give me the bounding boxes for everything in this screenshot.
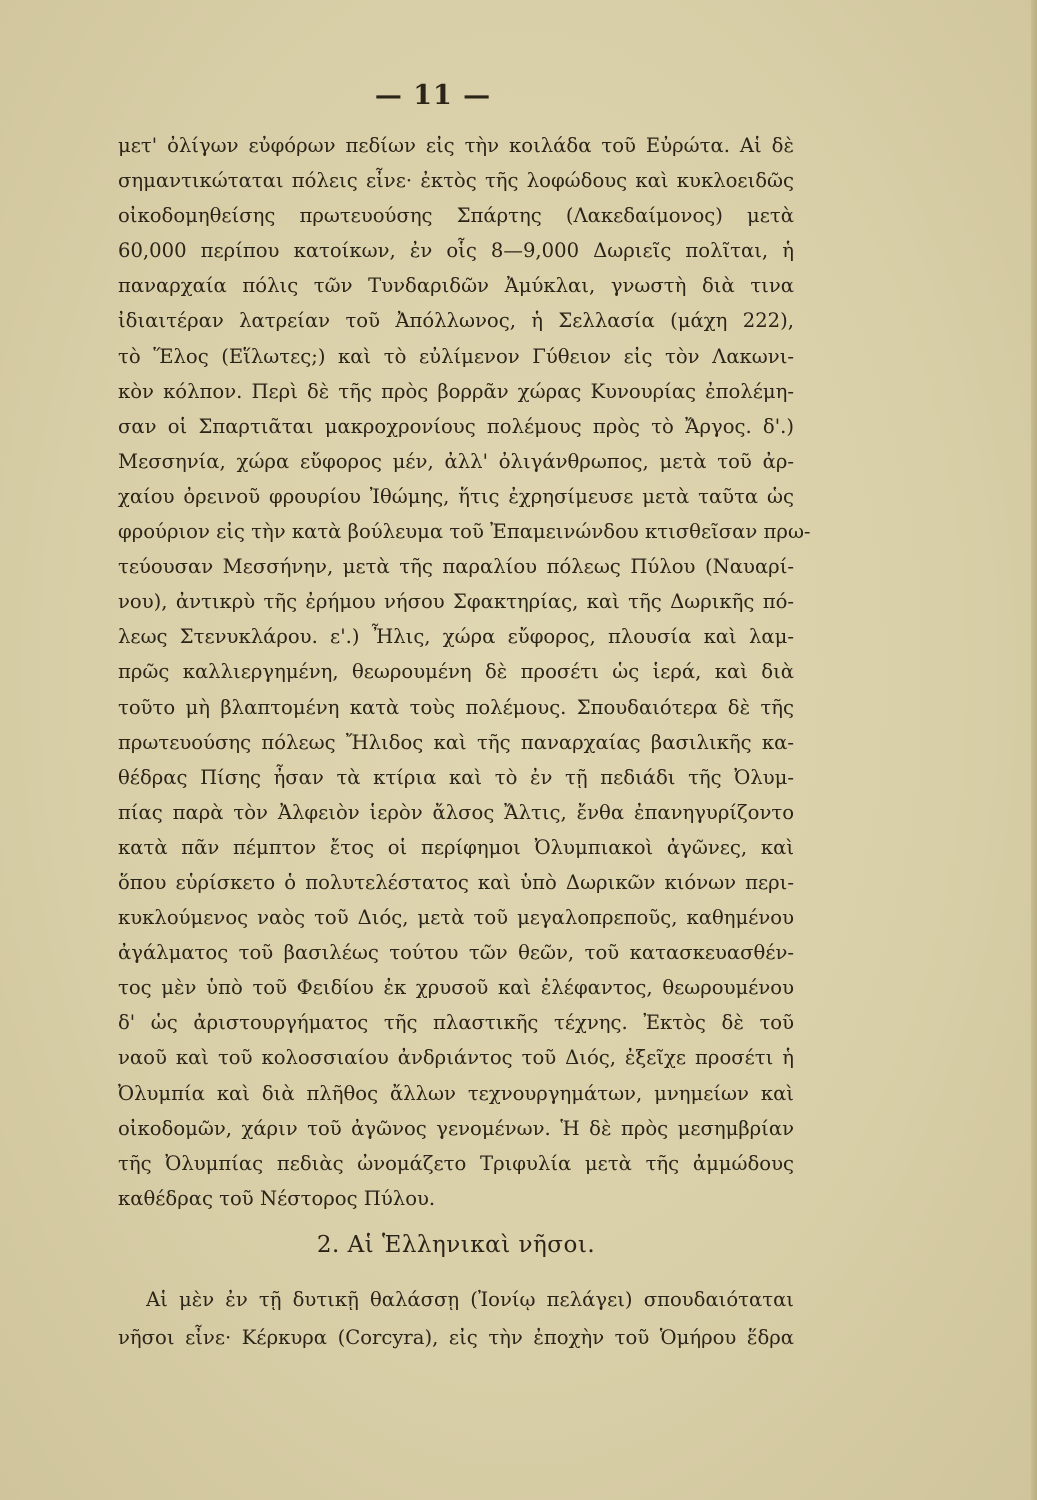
section-heading: 2. Αἱ Ἑλληνικαὶ νῆσοι. — [316, 1232, 596, 1258]
text-line: παναρχαία πόλις τῶν Τυνδαριδῶν Ἀμύκλαι, γνωστὴ διὰ τινα — [118, 274, 794, 298]
text-line: θέδρας Πίσης ἦσαν τὰ κτίρια καὶ τὸ ἐν τῇ πεδιάδι τῆς Ὀλυμ- — [118, 765, 794, 789]
text-line: τῆς Ὀλυμπίας πεδιὰς ὠνομάζετο Τριφυλία μετὰ τῆς ἀμμώδους — [118, 1151, 794, 1175]
text-line: τὸ Ἕλος (Εἵλωτες;) καὶ τὸ εὐλίμενον Γύθειον εἰς τὸν Λακωνι- — [118, 344, 794, 368]
text-line: δ' ὡς ἀριστουργήματος τῆς πλαστικῆς τέχνης. Ἐκτὸς δὲ τοῦ — [118, 1011, 794, 1035]
page-number: — 11 — — [374, 80, 492, 111]
text-line: φρούριον εἰς τὴν κατὰ βούλευμα τοῦ Ἐπαμεινώνδου κτισθεῖσαν πρω- — [118, 520, 811, 544]
text-line: νου), ἀντικρὺ τῆς ἐρήμου νήσου Σφακτηρίας, καὶ τῆς Δωρικῆς πό- — [118, 590, 794, 614]
text-line: ἀγάλματος τοῦ βασιλέως τούτου τῶν θεῶν, τοῦ κατασκευασθέν- — [118, 941, 794, 965]
text-line: κατὰ πᾶν πέμπτον ἔτος οἱ περίφημοι Ὀλυμπιακοὶ ἀγῶνες, καὶ — [118, 835, 794, 859]
text-line: τοῦτο μὴ βλαπτομένη κατὰ τοὺς πολέμους. Σπουδαιότερα δὲ τῆς — [118, 695, 794, 719]
text-line: πρωτευούσης πόλεως Ἤλιδος καὶ τῆς παναρχαίας βασιλικῆς κα- — [118, 730, 794, 754]
text-line: Αἱ μὲν ἐν τῇ δυτικῇ θαλάσσῃ (Ἰονίῳ πελάγει) σπουδαιόταται — [146, 1288, 794, 1311]
page-edge — [1031, 0, 1037, 1500]
text-line: κυκλούμενος ναὸς τοῦ Διός, μετὰ τοῦ μεγαλοπρεποῦς, καθημένου — [118, 906, 794, 930]
text-line: σαν οἱ Σπαρτιᾶται μακροχρονίους πολέμους πρὸς τὸ Ἄργος. δ'.) — [118, 414, 794, 438]
text-line: πίας παρὰ τὸν Ἀλφειὸν ἱερὸν ἄλσος Ἄλτις, ἔνθα ἐπανηγυρίζοντο — [118, 800, 794, 824]
text-line: καθέδρας τοῦ Νέστορος Πύλου. — [118, 1186, 436, 1210]
text-line: ἰδιαιτέραν λατρείαν τοῦ Ἀπόλλωνος, ἡ Σελλασία (μάχη 222), — [118, 309, 794, 333]
section-paragraph — [118, 1281, 794, 1357]
text-line: ναοῦ καὶ τοῦ κολοσσιαίου ἀνδριάντος τοῦ Διός, ἐξεῖχε προσέτι ἡ — [118, 1046, 794, 1070]
text-line: τεύουσαν Μεσσήνην, μετὰ τῆς παραλίου πόλεως Πύλου (Ναυαρί- — [118, 555, 794, 579]
text-line: οἰκοδομηθείσης πρωτευούσης Σπάρτης (Λακεδαίμονος) μετὰ — [118, 204, 794, 228]
text-line: σημαντικώταται πόλεις εἶνε· ἐκτὸς τῆς λοφώδους καὶ κυκλοειδῶς — [118, 169, 794, 193]
text-line: λεως Στενυκλάρου. ε'.) Ἦλις, χώρα εὔφορος, πλουσία καὶ λαμ- — [118, 625, 794, 649]
text-line: Μεσσηνία, χώρα εὔφορος μέν, ἀλλ' ὀλιγάνθρωπος, μετὰ τοῦ ἀρ- — [118, 449, 794, 473]
text-line: χαίου ὀρεινοῦ φρουρίου Ἰθώμης, ἥτις ἐχρησίμευσε μετὰ ταῦτα ὡς — [118, 484, 794, 508]
text-line: νῆσοι εἶνε· Κέρκυρα (Corcyra), εἰς τὴν ἐποχὴν τοῦ Ὁμήρου ἕδρα — [118, 1326, 794, 1349]
text-line: μετ' ὀλίγων εὐφόρων πεδίων εἰς τὴν κοιλάδα τοῦ Εὐρώτα. Αἱ δὲ — [118, 134, 794, 157]
text-line: τος μὲν ὑπὸ τοῦ Φειδίου ἐκ χρυσοῦ καὶ ἐλέφαντος, θεωρουμένου — [118, 976, 794, 1000]
main-paragraph — [118, 128, 811, 1216]
text-line: πρῶς καλλιεργημένη, θεωρουμένη δὲ προσέτι ὡς ἱερά, καὶ διὰ — [118, 660, 794, 684]
text-line: Ὀλυμπία καὶ διὰ πλῆθος ἄλλων τεχνουργημάτων, μνημείων καὶ — [118, 1081, 794, 1105]
text-line: ὅπου εὑρίσκετο ὁ πολυτελέστατος καὶ ὑπὸ Δωρικῶν κιόνων περι- — [118, 870, 794, 894]
text-line: οἰκοδομῶν, χάριν τοῦ ἀγῶνος γενομένων. Ἡ δὲ πρὸς μεσημβρίαν — [118, 1116, 794, 1140]
text-line: 60,000 περίπου κατοίκων, ἐν οἷς 8—9,000 Δωριεῖς πολῖται, ἡ — [118, 239, 794, 263]
text-line: κὸν κόλπον. Περὶ δὲ τῆς πρὸς βορρᾶν χώρας Κυνουρίας ἐπολέμη- — [118, 379, 794, 403]
